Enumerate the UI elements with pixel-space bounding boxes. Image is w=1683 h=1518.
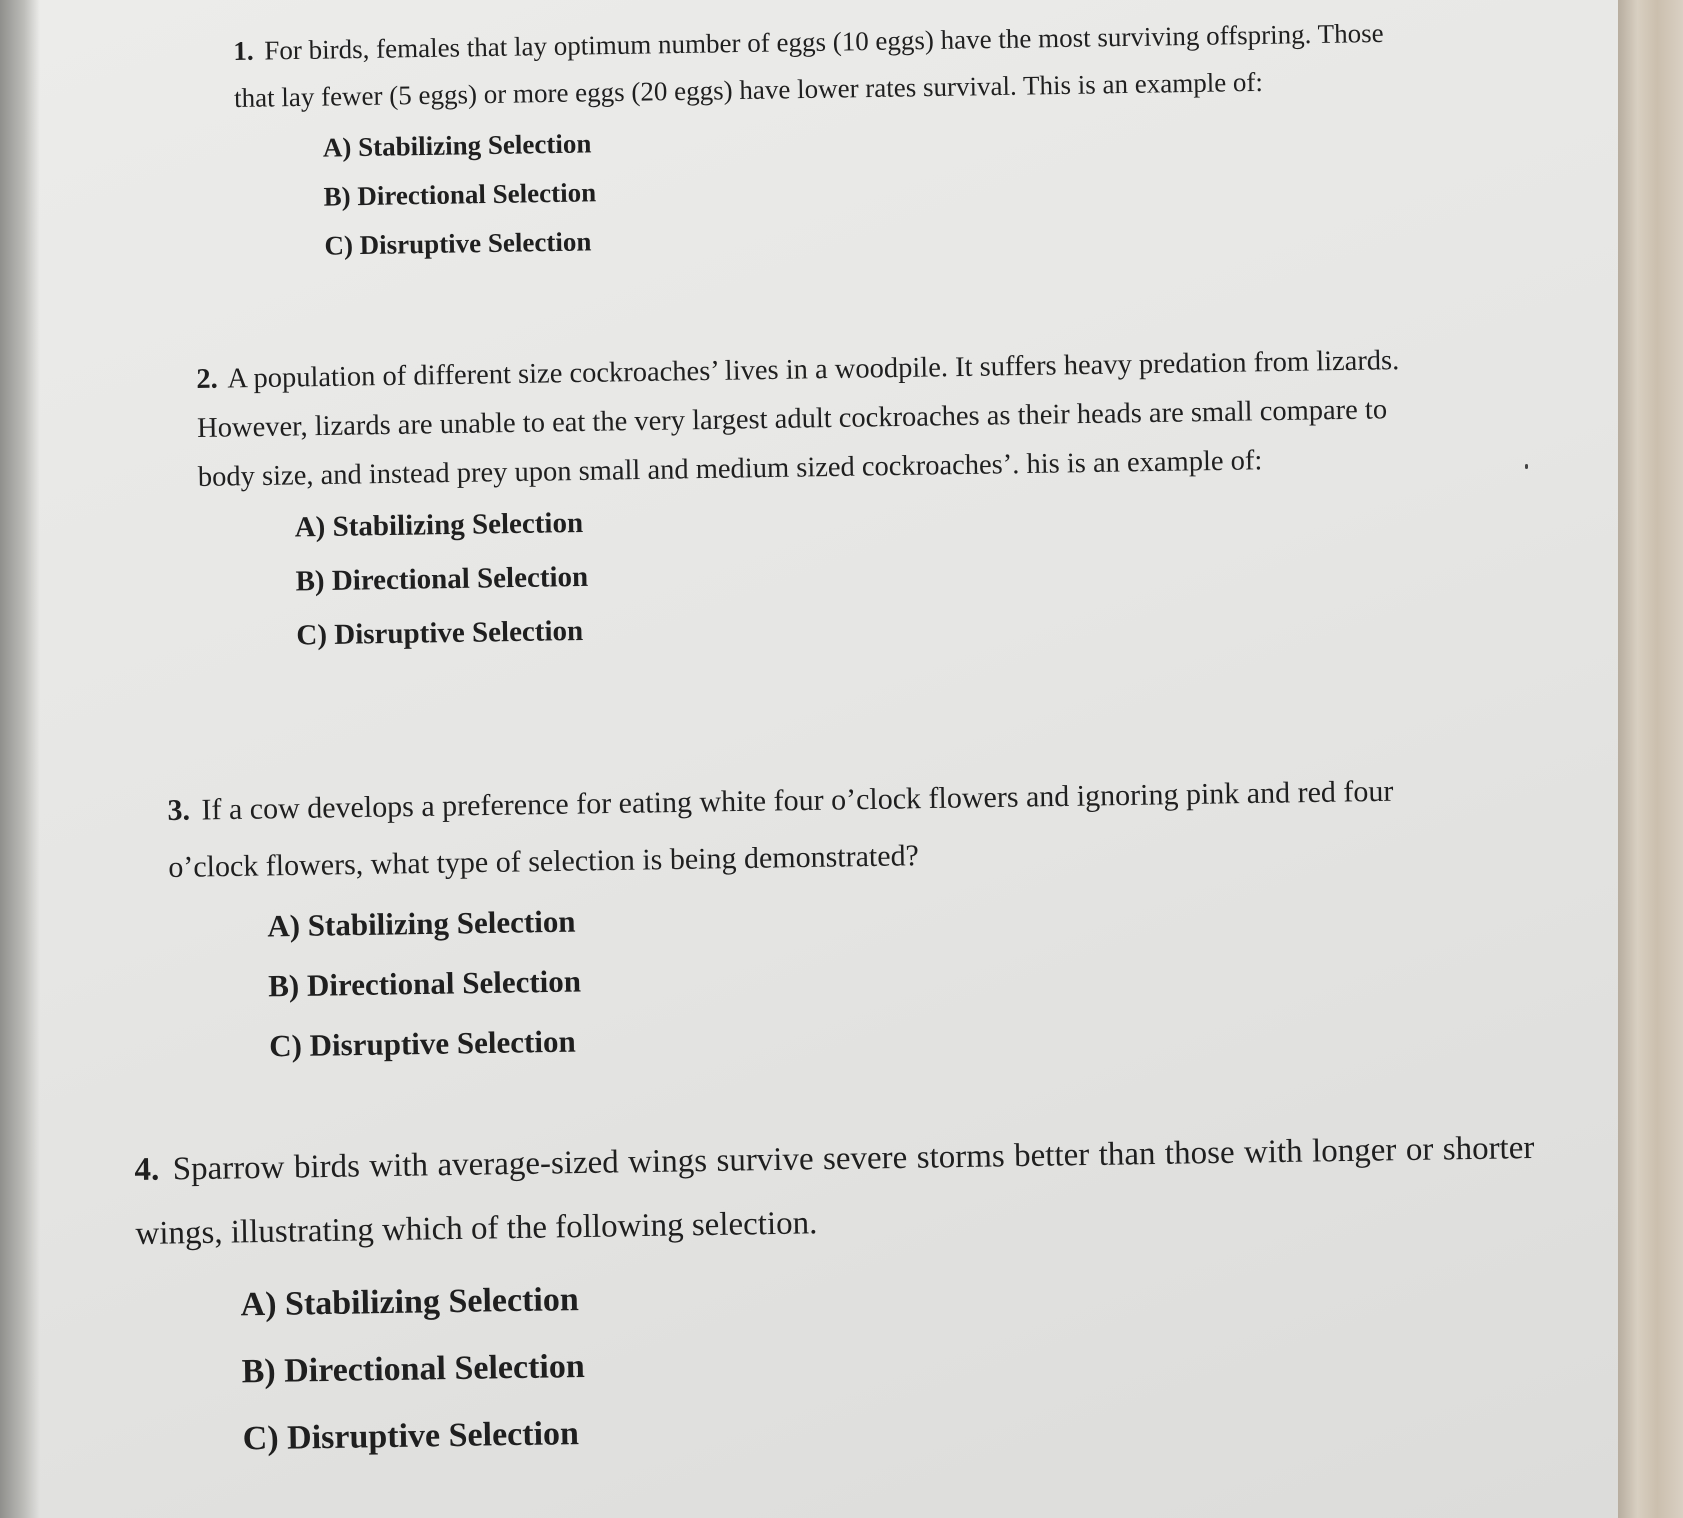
question-3-option-a: A) Stabilizing Selection (266, 903, 576, 944)
question-4-option-b: B) Directional Selection (241, 1347, 586, 1391)
question-1-option-c: C) Disruptive Selection (324, 225, 592, 261)
question-1-stem: For birds, females that lay optimum number of eggs (10 eggs) have the most surviving offspring. Those that lay fewer (5 eggs) or more eggs (20 eggs) have lower rates survival. This is an example of: (233, 17, 1384, 114)
question-4-number: 4. (134, 1151, 160, 1188)
question-3 (167, 762, 1461, 1078)
question-1-option-b: B) Directional Selection (323, 176, 597, 212)
page-shadow (0, 0, 40, 1518)
question-1-text (233, 10, 1394, 123)
question-4-stem: Sparrow birds with average-sized wings survive severe storms better than those with longer or shorter wings, illustrating which of the following selection. (135, 1130, 1535, 1253)
question-2-number: 2. (196, 363, 219, 395)
question-2-options (294, 483, 1410, 662)
question-2-text (196, 336, 1408, 502)
question-3-number: 3. (167, 793, 191, 827)
question-2-option-a: A) Stabilizing Selection (294, 506, 584, 544)
question-1-option-a: A) Stabilizing Selection (322, 127, 592, 163)
question-1-number: 1. (233, 35, 254, 66)
question-3-option-c: C) Disruptive Selection (268, 1023, 576, 1064)
question-3-option-b: B) Directional Selection (267, 963, 582, 1004)
question-4-option-a: A) Stabilizing Selection (240, 1280, 579, 1324)
paper-speck (1525, 464, 1528, 469)
question-4-options (240, 1251, 1539, 1472)
question-2-option-b: B) Directional Selection (295, 560, 589, 598)
question-2 (196, 336, 1411, 664)
question-4 (134, 1116, 1539, 1474)
question-2-option-c: C) Disruptive Selection (296, 615, 584, 652)
question-1-options (323, 106, 1397, 270)
table-surface (1618, 0, 1683, 1518)
question-2-stem: A population of different size cockroaches’ lives in a woodpile. It suffers heavy predation from lizards. However, lizards are unable to eat the very largest adult cockroaches as their heads are small compare to body size, and instead prey upon small and medium sized cockroaches’. his is an example of: (196, 345, 1400, 494)
question-4-text (134, 1116, 1536, 1267)
question-3-stem: If a cow develops a preference for eating white four o’clock flowers and ignoring pink and red four o’clock flowers, what type of selection is being demonstrated? (168, 774, 1394, 884)
question-4-option-c: C) Disruptive Selection (242, 1414, 580, 1458)
question-3-text (167, 762, 1459, 896)
question-3-options (267, 878, 1462, 1077)
question-1 (233, 10, 1397, 272)
